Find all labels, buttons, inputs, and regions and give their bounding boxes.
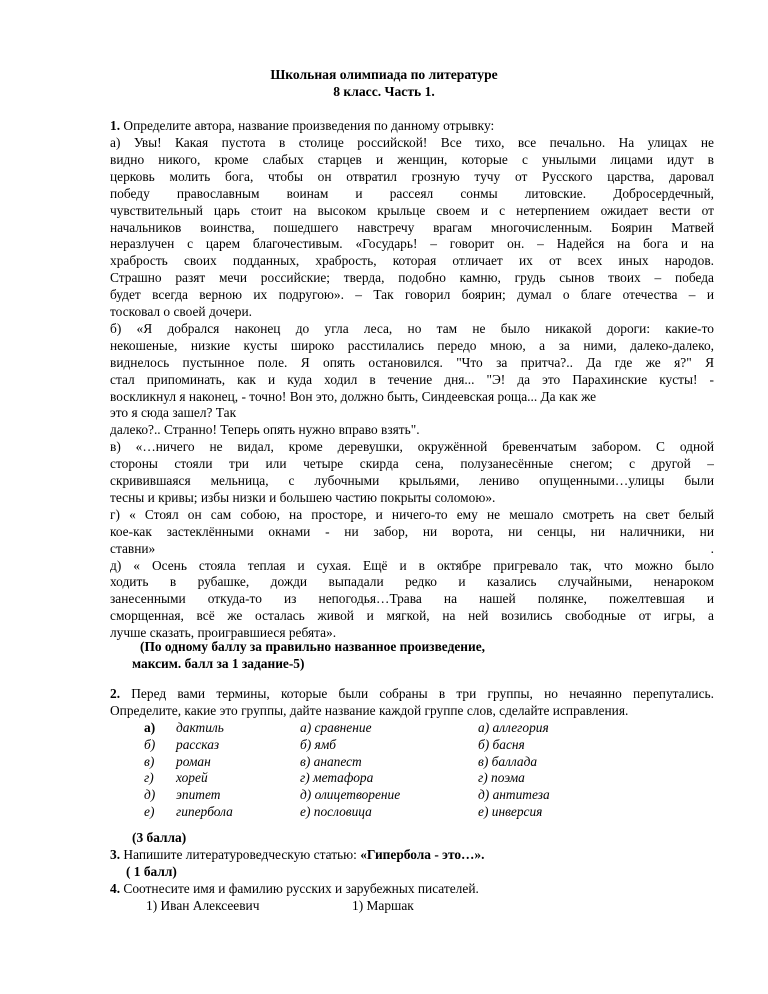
term-group2: г) метафора (300, 770, 374, 786)
term-group3: б) басня (478, 736, 525, 752)
term-group3: в) баллада (478, 753, 538, 769)
task1-number: 1. (110, 118, 121, 133)
term-letter: б) (144, 736, 156, 752)
passage-line: Страшно разят мечи российские; тверда, подобно камню, грудь сынов твоих – победа (110, 270, 714, 286)
passage-line: церковь молить бога, чтобы он отвратил грозную тучу от Русского царства, даровал (110, 168, 714, 184)
passage-line: стал припоминать, как и куда ходил в течение дня... "Э! да это Парахинские кусты! - (110, 371, 714, 387)
task4-text: Соотнесите имя и фамилию русских и зарубежных писателей. (123, 881, 479, 896)
document-subtitle: 8 класс. Часть 1. (333, 84, 435, 99)
task3-line (110, 846, 484, 864)
term-group1: дактиль (176, 720, 224, 735)
term-letter: а) (144, 720, 156, 735)
task2-number: 2. (110, 686, 121, 701)
term-group1: эпитет (176, 787, 221, 803)
term-group1: гипербола (176, 804, 233, 819)
task2-score: (3 балла) (132, 830, 187, 845)
task4-col1: 1) Иван Алексеевич (146, 898, 260, 913)
passage-line: тесны и кривы; избы низки и большею частию покрыты соломою». (110, 489, 496, 505)
term-group2: в) анапест (300, 753, 362, 769)
passage-line: видно никого, кроме слабых старцев и женщин, которые с унылыми лицами идут в (110, 151, 714, 167)
passage-line: стороны стояли три или четыре скирда сена, полузанесённые снегом; с другой – (110, 456, 714, 472)
passage-line: в) «…ничего не видал, кроме деревушки, окружённой бревенчатым забором. С одной (110, 439, 714, 455)
passage-line: скривившаяся мельница, с лубочными крыльями, лениво опущенными…улицы были (110, 473, 714, 488)
term-group3: г) поэма (478, 770, 525, 786)
task4-line (110, 880, 479, 898)
task2-line1: 2. Перед вами термины, которые были собраны в три группы, но нечаянно перепутались. (110, 686, 714, 701)
passage-line: начальников воинства, пошедшего навстречу врагам многочисленным. Боярин Матвей (110, 219, 714, 235)
term-group3: а) аллегория (478, 720, 549, 735)
passage-line: тосковал о своей дочери. (110, 304, 252, 319)
term-group1: роман (176, 753, 211, 769)
passage-line: кое-как застеклёнными окнами - ни забор, ни ворота, ни сенцы, ни наличники, ни (110, 523, 714, 539)
passage-line: лучше сказать, проигравшиеся ребята». (110, 625, 337, 641)
task1-prompt: Определите автора, название произведения по данному отрывку: (123, 118, 495, 133)
passage-line: г) « Стоял он сам собою, на просторе, и ничего-то ему не мешало смотреть на свет белый (110, 506, 714, 522)
term-group2: д) олицетворение (300, 787, 401, 803)
task3-quote: «Гипербола - это…». (360, 847, 485, 862)
passage-line: некошеные, низкие кусты широко расстилались передо мною, а за ними, далеко-далеко, (110, 337, 714, 353)
term-group2: е) пословица (300, 804, 372, 819)
task3-text: Напишите литературоведческую статью: (123, 847, 361, 862)
term-group3: д) антитеза (478, 787, 550, 803)
passage-line: сморщенная, всё же осталась живой и мягкой, на ней возились свободные от игры, а (110, 608, 714, 624)
term-letter: е) (144, 804, 155, 819)
term-letter: д) (144, 787, 156, 803)
task4-number: 4. (110, 881, 121, 896)
task4-col2: 1) Маршак (352, 898, 414, 913)
task1-heading (110, 117, 494, 135)
passage-line: ходить в рубашке, дожди выпадали редко и казались случайными, ненароком (110, 574, 714, 590)
passage-line: д) « Осень стояла теплая и сухая. Ещё и в октябре пригревало так, что можно было (110, 557, 714, 573)
term-letter: в) (144, 753, 155, 769)
term-letter: г) (144, 770, 154, 786)
passage-line: это я сюда зашел? Так (110, 405, 237, 421)
passage-line: воскликнул я наконец, - точно! Вон это, должно быть, Синдеевская роща... Да как же (110, 388, 597, 404)
task2-line2: Определите, какие это группы, дайте название каждой группе слов, сделайте исправления. (110, 703, 629, 718)
term-group2: а) сравнение (300, 720, 372, 735)
term-group3: е) инверсия (478, 804, 543, 819)
passage-line: а) Увы! Какая пустота в столице российской! Все тихо, все печально. На улицах не (110, 135, 714, 150)
passage-line: виднелось пустынное поле. Я опять остановился. "Что за притча?.. Да где же я?" Я (110, 354, 714, 370)
task3-score: ( 1 балл) (126, 864, 177, 879)
passage-line: чувствительный царь стоит на высоком крыльце своем и с нетерпением ожидает вести от (110, 202, 714, 218)
passage-line: далеко?.. Странно! Теперь опять нужно вправо взять". (110, 422, 420, 438)
task1-score-line2: максим. балл за 1 задание-5) (132, 656, 305, 671)
passage-line: победу православным воинам и рассеял сонмы литовские. Добросердечный, (110, 185, 714, 201)
term-group1: хорей (176, 770, 208, 786)
term-group2: б) ямб (300, 736, 337, 752)
passage-line: б) «Я добрался наконец до угла леса, но там не было никакой дороги: какие-то (110, 320, 714, 336)
document-title: Школьная олимпиада по литературе (270, 67, 498, 82)
passage-line: будет всегда верною их подругою». – Так говорил боярин; думал о благе отечества – и (110, 287, 714, 303)
passage-line: ставни» . (110, 540, 714, 556)
task1-score-line1: (По одному баллу за правильно названное произведение, (140, 639, 486, 654)
passage-line: занесенными откуда-то из непогодья…Трава на нашей полянке, пожелтевшая и (110, 591, 714, 607)
term-group1: рассказ (176, 736, 220, 752)
task3-number: 3. (110, 847, 121, 862)
passage-line: храбрость своих подданных, храбрость, которая отличает их от всех иных народов. (110, 253, 714, 269)
passage-line: неразлучен с царем благочестивым. «Государь! – говорит он. – Надейся на бога и на (110, 236, 714, 252)
